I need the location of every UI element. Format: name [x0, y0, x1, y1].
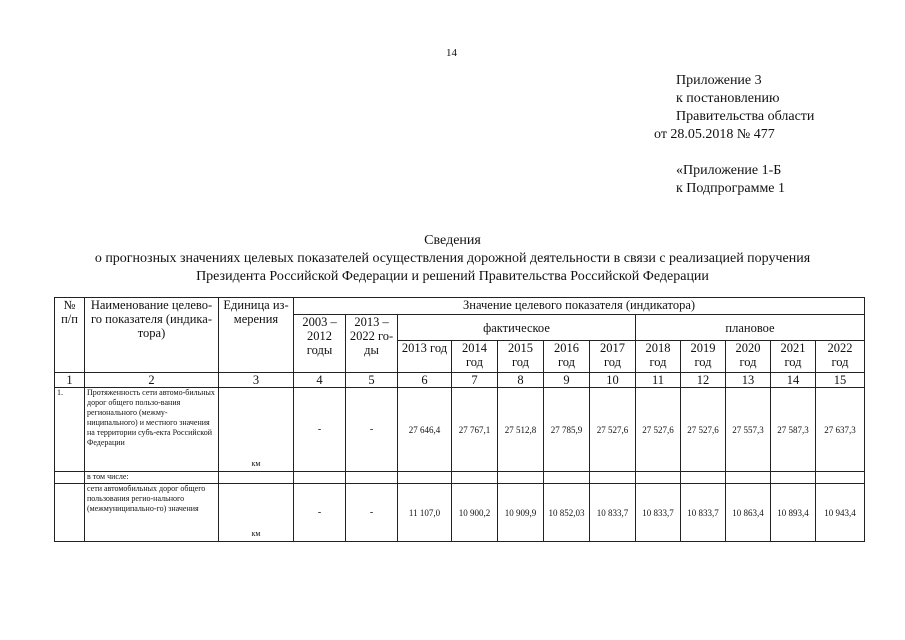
year-suffix: год — [784, 355, 802, 369]
column-index: 13 — [726, 373, 771, 388]
row-2013-2022: - — [346, 388, 398, 472]
empty-cell — [771, 472, 816, 484]
year-label: 2019 — [690, 341, 716, 355]
header-value: Значение целевого показателя (индикатора) — [294, 298, 865, 315]
year-label: 2018 — [645, 341, 671, 355]
header-year — [681, 341, 726, 373]
row-2003-2012: - — [294, 388, 346, 472]
row-value: 27 527,6 — [636, 388, 681, 472]
row-unit: км — [219, 484, 294, 542]
column-index: 4 — [294, 373, 346, 388]
year-label: 2017 — [600, 341, 625, 355]
header-year — [771, 341, 816, 373]
row-2013-2022: - — [346, 484, 398, 542]
row-value: 10 893,4 — [771, 484, 816, 542]
column-index: 1 — [55, 373, 85, 388]
column-index: 8 — [498, 373, 544, 388]
year-suffix: год — [831, 355, 849, 369]
row-value: 10 833,7 — [590, 484, 636, 542]
row-unit: км — [219, 388, 294, 472]
title-line: о прогнозных значениях целевых показателей осуществления дорожной деятельности в связи с реализацией поручения — [94, 251, 811, 266]
row-name: сети автомобильных дорог общего пользования регио-нального (межмуниципально-го) значения — [85, 484, 219, 542]
header-year — [590, 341, 636, 373]
row-value: 27 587,3 — [771, 388, 816, 472]
header-planned: плановое — [636, 315, 865, 341]
document-title — [0, 232, 905, 286]
row-value: 10 863,4 — [726, 484, 771, 542]
column-index: 14 — [771, 373, 816, 388]
column-index: 2 — [85, 373, 219, 388]
empty-cell — [544, 472, 590, 484]
year-label: 2020 — [735, 341, 761, 355]
column-index: 6 — [398, 373, 452, 388]
year-suffix: год — [694, 355, 712, 369]
header-year — [544, 341, 590, 373]
row-value: 27 527,6 — [590, 388, 636, 472]
row-value: 10 943,4 — [816, 484, 865, 542]
appendix-line: к постановлению — [676, 91, 780, 106]
empty-cell — [452, 472, 498, 484]
year-label: 2022 — [827, 341, 853, 355]
empty-cell — [816, 472, 865, 484]
row-value: 10 852,03 — [544, 484, 590, 542]
header-2003-2012: 2003 – 2012 годы — [294, 315, 346, 373]
indicator-table — [54, 297, 865, 542]
appendix-date: от 28.05.2018 № 477 — [654, 127, 775, 142]
column-index: 15 — [816, 373, 865, 388]
header-number: № п/п — [55, 298, 85, 373]
empty-cell — [346, 472, 398, 484]
year-label: 2021 — [780, 341, 806, 355]
table-row — [55, 472, 865, 484]
empty-cell — [681, 472, 726, 484]
year-suffix: год — [649, 355, 667, 369]
empty-cell — [726, 472, 771, 484]
empty-cell — [590, 472, 636, 484]
header-year — [726, 341, 771, 373]
column-index: 10 — [590, 373, 636, 388]
row-value: 10 900,2 — [452, 484, 498, 542]
row-number: 1. — [55, 388, 85, 472]
appendix-subheader — [676, 162, 785, 198]
year-suffix: год — [511, 355, 530, 369]
row-value: 10 833,7 — [636, 484, 681, 542]
header-2013-2022: 2013 – 2022 го-ды — [346, 315, 398, 373]
row-value: 10 909,9 — [498, 484, 544, 542]
appendix-line: Правительства области — [676, 109, 815, 124]
row-value: 27 512,8 — [498, 388, 544, 472]
header-unit: Единица из-мерения — [219, 298, 294, 373]
empty-cell — [636, 472, 681, 484]
year-label: 2013 год — [401, 341, 448, 355]
column-index: 7 — [452, 373, 498, 388]
appendix-line: к Подпрограмме 1 — [676, 181, 786, 196]
header-actual: фактическое — [398, 315, 636, 341]
year-label: 2016 — [554, 341, 579, 355]
table-row — [55, 484, 865, 542]
row-2003-2012: - — [294, 484, 346, 542]
table-row — [55, 388, 865, 472]
empty-cell — [219, 472, 294, 484]
row-value: 11 107,0 — [398, 484, 452, 542]
row-value: 10 833,7 — [681, 484, 726, 542]
appendix-line: «Приложение 1-Б — [676, 163, 782, 178]
header-year — [636, 341, 681, 373]
header-year — [816, 341, 865, 373]
empty-cell — [498, 472, 544, 484]
year-suffix: год — [603, 355, 622, 369]
year-suffix: год — [557, 355, 576, 369]
title-line: Президента Российской Федерации и решений Правительства Российской Федерации — [196, 269, 709, 284]
header-year — [398, 341, 452, 373]
column-index: 11 — [636, 373, 681, 388]
header-year — [452, 341, 498, 373]
row-value: 27 767,1 — [452, 388, 498, 472]
empty-cell — [294, 472, 346, 484]
header-name: Наименование целево-го показателя (индика-тора) — [85, 298, 219, 373]
row-number — [55, 484, 85, 542]
page-number: 14 — [446, 47, 457, 59]
row-name: Протяженность сети автомо-бильных дорог общего пользо-вания регионального (межму-ниципального) и местного значения на территории субъ-екта Российской Федерации — [85, 388, 219, 472]
row-value: 27 637,3 — [816, 388, 865, 472]
appendix-header — [654, 72, 815, 144]
header-year — [498, 341, 544, 373]
year-suffix: год — [465, 355, 484, 369]
in-total-label: в том числе: — [85, 472, 219, 484]
row-value: 27 527,6 — [681, 388, 726, 472]
appendix-line: Приложение 3 — [676, 73, 762, 88]
row-value: 27 557,3 — [726, 388, 771, 472]
row-value: 27 646,4 — [398, 388, 452, 472]
row-value: 27 785,9 — [544, 388, 590, 472]
empty-cell — [398, 472, 452, 484]
column-index: 5 — [346, 373, 398, 388]
row-number — [55, 472, 85, 484]
column-index: 3 — [219, 373, 294, 388]
year-label: 2015 — [508, 341, 533, 355]
year-suffix: год — [739, 355, 757, 369]
column-index: 9 — [544, 373, 590, 388]
title-line: Сведения — [424, 233, 481, 248]
column-index: 12 — [681, 373, 726, 388]
year-label: 2014 — [462, 341, 487, 355]
